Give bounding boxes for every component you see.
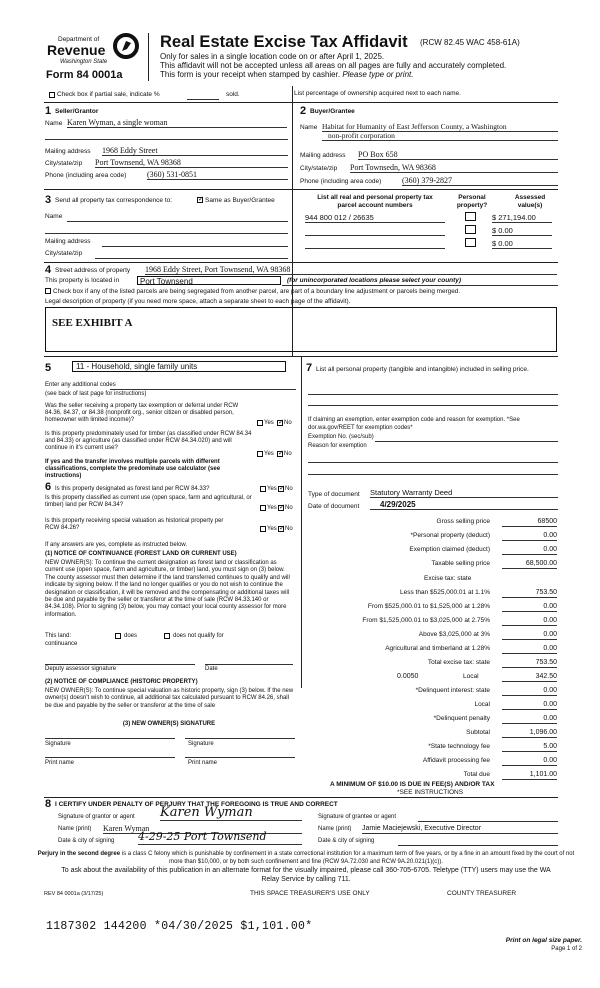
- doc-type-label: Type of document: [308, 491, 360, 498]
- revenue-logo-text: Revenue: [47, 42, 106, 58]
- sec6-q1-no-checkbox[interactable]: ✓: [279, 485, 285, 492]
- tier-label-4: Above $3,025,000 at 3%: [418, 631, 490, 638]
- section-8-number: 8: [45, 798, 52, 810]
- see-instructions-note: *SEE INSTRUCTIONS: [397, 789, 464, 796]
- treasurer-stamp: 1187302 144200 *04/30/2025 $1,101.00*: [46, 920, 313, 933]
- tier-label-3: From $1,525,000.01 to $3,025,000 at 2.75%: [362, 617, 490, 624]
- parcel-personal-checkbox-2[interactable]: [465, 225, 476, 234]
- section-5-number: 5: [45, 362, 52, 374]
- calc-value-taxable[interactable]: 68,500.00: [502, 559, 557, 569]
- deputy-date-label: Date: [205, 666, 218, 672]
- state-label: Washington State: [60, 59, 108, 65]
- tail-label-total: Total due: [463, 771, 490, 778]
- parcel-value-3[interactable]: $ 0.00: [492, 239, 552, 249]
- tier-value-5[interactable]: 0.00: [502, 644, 557, 654]
- dor-logo-icon: [113, 33, 139, 59]
- tier-value-1[interactable]: 753.50: [502, 588, 557, 598]
- notice-1-heading: (1) NOTICE OF CONTINUANCE (FOREST LAND OR CURRENT USE): [45, 551, 237, 557]
- land-does-label: does: [124, 633, 138, 639]
- section-3-number: 3: [45, 194, 52, 206]
- notice-1-body: NEW OWNER(S): To continue the current designation as forest land or classification as current use (open space, farm and agriculture, or timber) land, you must sign on (3) below. The county assessor must then determine if the land transferred continues to qualify and will indicate by signing below. If the land no longer qualifies or you do not wish to continue the designation or classification, it will be removed and the compensating or additional taxes will be due and payable by the seller or transferor at the time of sale (RCW 84.33.140 or 84.34.108). Prior to signing (3) below, you may contact your local county assessor for more information.: [45, 560, 290, 618]
- notice-2-body: NEW OWNER(S): To continue special valuation as historic property, sign (3) below. If the new owner(s) doesn't wish to continue, all additional tax calculated pursuant to RCW 84.26, shall be due and payable by the seller or transferor at the time of sale: [45, 688, 294, 709]
- sec5-q2: Is this property predominately used for timber (as classified under RCW 84.34 and 84.33) or agriculture (as classified under RCW 84.34.020) and will continue in it's current use?: [45, 431, 252, 451]
- seller-phone-label: Phone (including area code): [45, 172, 127, 179]
- tier-value-3[interactable]: 0.00: [502, 616, 557, 626]
- sec5-q1-yes-checkbox[interactable]: [257, 420, 263, 426]
- tail-value-1[interactable]: 0.00: [502, 686, 557, 696]
- sec4-address-label: Street address of property: [55, 267, 131, 274]
- sec5-q1: Was the seller receiving a property tax exemption or deferral under RCW 84.36, 84.37, or 84.38 (nonprofit org., senior citizen or disabled person, homeowner with limited income)?: [45, 403, 239, 423]
- exemption-no-label: Exemption No. (sec/sub): [308, 434, 374, 440]
- buyer-phone-label: Phone (including area code): [300, 178, 382, 185]
- calc-label-gross: Gross selling price: [436, 518, 490, 525]
- seller-heading: Seller/Grantor: [55, 108, 99, 115]
- sec5-q2-no-checkbox[interactable]: ✓: [278, 450, 284, 457]
- grantor-print-label: Name (print): [58, 826, 92, 832]
- deputy-signature-label: Deputy assessor signature: [45, 666, 117, 672]
- form-title: Real Estate Excise Tax Affidavit: [160, 33, 408, 51]
- parcel-acct-3[interactable]: [305, 239, 445, 249]
- tier-label-2: From $525,000.01 to $1,525,000 at 1.28%: [367, 603, 490, 610]
- notice-3-heading: (3) NEW OWNER(S) SIGNATURE: [122, 721, 216, 727]
- certify-statement: I CERTIFY UNDER PENALTY OF PERJURY THAT THE FOREGOING IS TRUE AND CORRECT: [55, 801, 338, 808]
- form-number: Form 84 0001a: [46, 69, 123, 81]
- sec3-name-label: Name: [45, 213, 63, 220]
- sec3-mail-label: Mailing address: [45, 238, 91, 245]
- seller-mail-label: Mailing address: [45, 148, 91, 155]
- print-legal-note: Print on legal size paper.: [505, 937, 582, 944]
- sec5-q2-no: No: [284, 451, 292, 457]
- land-does-not-label: does not qualify for: [173, 633, 224, 639]
- header-note-3: This form is your receipt when stamped by cashier.: [160, 70, 341, 79]
- calc-label-exemption: Exemption claimed (deduct): [409, 546, 490, 553]
- calc-value-personal[interactable]: 0.00: [502, 531, 557, 541]
- tail-label-5: *State technology fee: [428, 743, 490, 750]
- same-as-buyer-label: Same as Buyer/Grantee: [205, 197, 275, 204]
- parcels-header-1: List all real and personal property tax parcel account numbers: [317, 194, 433, 209]
- sec6-q2-no-checkbox[interactable]: ✓: [279, 504, 285, 511]
- sec5-q2-yes: Yes: [264, 451, 274, 457]
- seller-phone-field[interactable]: (360) 531-0851: [147, 170, 288, 180]
- sec6-q3-yes: Yes: [267, 526, 277, 532]
- seller-city-label: City/state/zip: [45, 160, 83, 167]
- legal-description-box[interactable]: [45, 307, 557, 352]
- tail-label-1: *Delinquent interest: state: [415, 687, 490, 694]
- section-7-number: 7: [306, 362, 313, 374]
- additional-codes-label: Enter any additional codes: [45, 382, 116, 388]
- exemption-note: If claiming an exemption, enter exemption code and reason for exemption. *See dor.wa.gov/REET for exemption codes*: [308, 417, 520, 431]
- land-does-checkbox[interactable]: [115, 633, 121, 639]
- tail-label-2: Local: [474, 701, 490, 708]
- tier-label-5: Agricultural and timberland at 1.28%: [385, 645, 490, 652]
- sec6-q3: Is this property receiving special valuation as historical property per RCW 84.26?: [45, 518, 224, 531]
- tail-value-6[interactable]: 0.00: [502, 756, 557, 766]
- sec5-q2b: If yes and the transfer involves multiple parcels with different classifications, complete the predominate use calculator (see instructions): [45, 459, 221, 479]
- segregated-label: Check box if any of the listed parcels are being segregated from another parcel, are part of a boundary line adjustment or parcels being merged.: [53, 288, 461, 295]
- tail-value-2[interactable]: 0.00: [502, 700, 557, 710]
- buyer-heading: Buyer/Grantee: [310, 108, 355, 115]
- tail-value-5[interactable]: 5.00: [502, 742, 557, 752]
- minimum-due-note: A MINIMUM OF $10.00 IS DUE IN FEE(S) AND/OR TAX: [330, 781, 495, 788]
- sec6-q2-yes-checkbox[interactable]: [260, 505, 266, 511]
- sec7-label: List all personal property (tangible and intangible) included in selling price.: [316, 366, 529, 373]
- this-land-label: This land:: [45, 633, 72, 639]
- sec6-q2: Is this property classified as current use (open space, farm and agricultural, or timber) land per RCW 84.34?: [45, 495, 252, 508]
- doc-date-field[interactable]: 4/29/2025: [370, 500, 558, 510]
- grantee-print-name[interactable]: Jamie Maciejewski, Executive Director: [362, 824, 558, 834]
- accessibility-notice: To ask about the availability of this publication in an alternate format for the visually impaired, please call 360-705-6705. Teletype (TTY) users may use the WA Relay Service by calling 711.: [61, 867, 551, 883]
- parcel-personal-checkbox-1[interactable]: [465, 212, 476, 221]
- sec5-q2-yes-checkbox[interactable]: [257, 451, 263, 457]
- sec6-q2-no: No: [285, 505, 293, 511]
- buyer-city-field[interactable]: Port Townsedn, WA 98368: [350, 163, 558, 173]
- header-note-3b: Please type or print.: [342, 70, 414, 79]
- located-note: (for unincorporated locations please select your county): [287, 277, 462, 284]
- tier-value-total[interactable]: 753.50: [502, 658, 557, 668]
- tier-value-4[interactable]: 0.00: [502, 630, 557, 640]
- reason-label: Reason for exemption: [308, 443, 367, 449]
- tail-value-total[interactable]: 1,101.00: [502, 770, 557, 780]
- doc-date-label: Date of document: [308, 503, 360, 510]
- sec6-q1-yes: Yes: [267, 486, 277, 492]
- treasurer-use-label: THIS SPACE TREASURER'S USE ONLY: [250, 890, 370, 897]
- sec6-q1: Is this property designated as forest land per RCW 84.33?: [55, 486, 210, 492]
- owner-signature-label-2: Signature: [188, 741, 214, 747]
- grantor-date-city[interactable]: 4-29-25 Port Townsend: [138, 830, 302, 845]
- header-note-2: This affidavit will not be accepted unless all areas on all pages are fully and accurately completed.: [160, 61, 507, 70]
- revision-label: REV 84 0001a (3/17/25): [44, 891, 104, 897]
- tail-label-3: *Delinquent penalty: [433, 715, 490, 722]
- sec3-label: Send all property tax correspondence to:: [55, 197, 173, 204]
- location-select[interactable]: Port Townsend: [137, 276, 281, 285]
- local-rate: 0.0050: [397, 673, 419, 680]
- tail-label-4: Subtotal: [466, 729, 490, 736]
- owner-print-label-1: Print name: [45, 760, 75, 766]
- owner-signature-label-1: Signature: [45, 741, 71, 747]
- buyer-name-label: Name: [300, 124, 318, 131]
- sec6-q3-no: No: [285, 526, 293, 532]
- sec6-q2-yes: Yes: [267, 505, 277, 511]
- sec6-q3-no-checkbox[interactable]: ✓: [279, 525, 285, 532]
- grantee-signature-label: Signature of grantee or agent: [318, 814, 397, 820]
- section-4-number: 4: [45, 264, 52, 276]
- sec5-q1-no-checkbox[interactable]: ✓: [278, 419, 284, 426]
- buyer-mail-label: Mailing address: [300, 152, 346, 159]
- sec6-q1-yes-checkbox[interactable]: [260, 486, 266, 492]
- segregated-checkbox[interactable]: [45, 288, 51, 294]
- owner-print-label-2: Print name: [188, 760, 218, 766]
- excise-heading: Excise tax: state: [424, 575, 472, 582]
- parcel-value-1[interactable]: $ 271,194.00: [492, 213, 552, 223]
- sec3-city-label: City/state/zip: [45, 250, 83, 257]
- ownership-note: List percentage of ownership acquired next to each name.: [294, 90, 461, 97]
- page-number: Page 1 of 2: [551, 946, 582, 952]
- doc-type-field[interactable]: Statutory Warranty Deed: [370, 488, 558, 498]
- tier-label-1: Less than $525,000.01 at 1.1%: [400, 589, 490, 596]
- parcels-header-2: Personal property?: [456, 194, 488, 209]
- seller-city-field[interactable]: Port Townsend, WA 98368: [95, 158, 288, 168]
- land-does-not-checkbox[interactable]: [164, 633, 170, 639]
- partial-sale-label: Check box if partial sale, indicate %: [57, 91, 160, 98]
- legal-label: Legal description of property (if you need more space, attach a separate sheet to each page of the affidavit).: [45, 298, 351, 305]
- parcels-header-3: Assessed value(s): [514, 194, 546, 209]
- sec6-q3-yes-checkbox[interactable]: [260, 526, 266, 532]
- seller-name-field[interactable]: Karen Wyman, a single woman: [67, 118, 287, 128]
- located-label: This property is located in: [45, 277, 120, 284]
- perjury-notice: Perjury in the second degree is a class C felony which is punishable by confinement in a state correctional institution for a maximum term of five years, or by a fine in an amount fixed by the court of not more than $10,000, or by both such confinement and fine (RCW 9A.72.030 and RCW 9A.20.021(1)(c)).: [37, 851, 575, 865]
- see-list-label: (see back of last page for instructions): [45, 391, 147, 397]
- calc-label-taxable: Taxable selling price: [431, 560, 490, 567]
- sec6-q1-no: No: [285, 486, 293, 492]
- grantor-signature-label: Signature of grantor or agent: [58, 814, 135, 820]
- buyer-name-field-2[interactable]: non-profit corporation: [322, 131, 558, 141]
- seller-mail-field[interactable]: 1968 Eddy Street: [102, 146, 288, 156]
- parcel-acct-2[interactable]: [305, 226, 445, 236]
- tail-value-3[interactable]: 0.00: [502, 714, 557, 724]
- local-label: Local: [463, 673, 479, 680]
- grantor-signature[interactable]: Karen Wyman: [160, 806, 302, 821]
- land-use-code-select[interactable]: 11 - Household, single family units: [72, 361, 286, 372]
- buyer-phone-field[interactable]: (360) 379-2827: [402, 176, 558, 186]
- sec6-if-yes: If any answers are yes, complete as instructed below.: [45, 542, 188, 548]
- calc-value-gross[interactable]: 68500: [502, 517, 557, 527]
- sec5-q1-no: No: [284, 420, 292, 426]
- continuance-label: continuance: [45, 641, 78, 647]
- tail-label-6: Affidavit processing fee: [422, 757, 490, 764]
- form-title-ref: (RCW 82.45 WAC 458-61A): [420, 38, 520, 47]
- tier-value-2[interactable]: 0.00: [502, 602, 557, 612]
- property-address-field[interactable]: 1968 Eddy Street, Port Townsend, WA 98368: [145, 265, 557, 275]
- parcel-acct-1[interactable]: 944 800 012 / 26635: [305, 213, 445, 223]
- header-note-1: Only for sales in a single location code on or after April 1, 2025.: [160, 52, 385, 61]
- grantor-print-name[interactable]: Karen Wyman: [103, 824, 302, 834]
- local-value[interactable]: 342.50: [502, 672, 557, 682]
- seller-name-label: Name: [45, 120, 63, 127]
- sec5-q1-yes: Yes: [264, 420, 274, 426]
- tail-value-4[interactable]: 1,096.00: [502, 728, 557, 738]
- notice-2-heading: (2) NOTICE OF COMPLIANCE (HISTORIC PROPERTY): [45, 679, 198, 685]
- tier-label-total: Total excise tax: state: [427, 659, 490, 666]
- partial-sold-label: sold.: [226, 91, 240, 98]
- section-2-number: 2: [300, 105, 307, 117]
- parcel-personal-checkbox-3[interactable]: [465, 238, 476, 247]
- county-treasurer-label: COUNTY TREASURER: [447, 890, 517, 897]
- grantee-print-label: Name (print): [318, 826, 352, 832]
- calc-value-exemption[interactable]: 0.00: [502, 545, 557, 555]
- parcel-value-2[interactable]: $ 0.00: [492, 226, 552, 236]
- grantee-date-city-label: Date & city of signing: [318, 838, 375, 844]
- partial-sale-checkbox[interactable]: [49, 92, 55, 98]
- buyer-name-field[interactable]: Habitat for Humanity of East Jefferson County, a Washington: [322, 122, 558, 132]
- calc-label-personal: *Personal property (deduct): [410, 532, 490, 539]
- section-6-number: 6: [45, 481, 52, 493]
- buyer-city-label: City/state/zip: [300, 165, 338, 172]
- grantor-date-city-label: Date & city of signing: [58, 838, 115, 844]
- same-as-buyer-checkbox[interactable]: ✓: [198, 196, 204, 203]
- legal-description-value: SEE EXHIBIT A: [52, 317, 133, 329]
- section-1-number: 1: [45, 105, 52, 117]
- dept-label: Department of: [58, 36, 100, 43]
- buyer-mail-field[interactable]: PO Box 658: [358, 150, 558, 160]
